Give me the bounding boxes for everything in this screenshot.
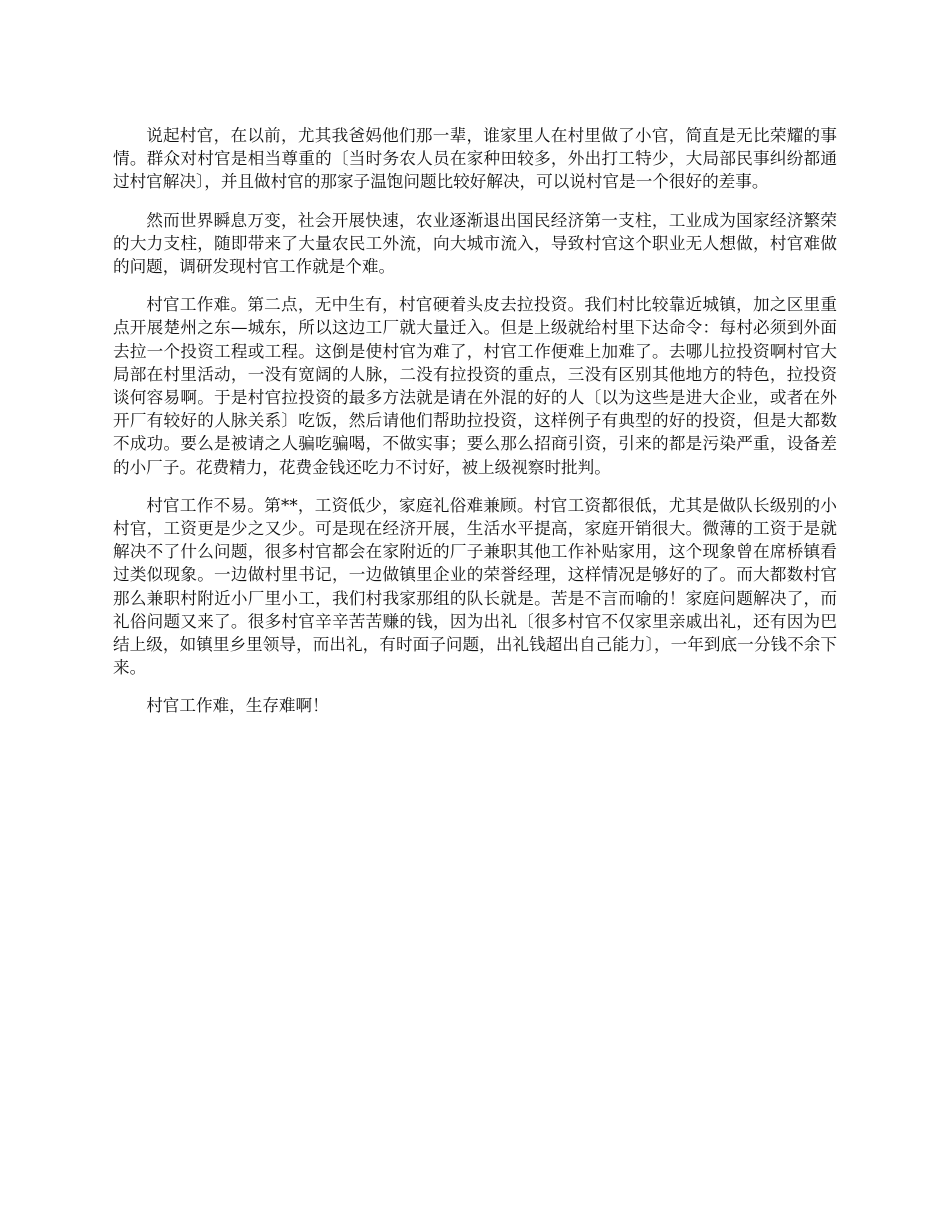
- paragraph-salary: 村官工作不易。第**，工资低少，家庭礼俗难兼顾。村官工资都很低，尤其是做队长级别的小村官，工资更是少之又少。可是现在经济开展，生活水平提高，家庭开销很大。微薄的工资于是就解决不了什么问题，很多村官都会在家附近的厂子兼职其他工作补贴家用，这个现象曾在席桥镇看过类似现象。一边做村里书记，一边做镇里企业的荣誉经理，这样情况是够好的了。而大都数村官那么兼职村附近小厂里小工，我们村我家那组的队长就是。苦是不言而喻的！家庭问题解决了，而礼俗问题又来了。很多村官辛辛苦苦赚的钱，因为出礼〔很多村官不仅家里亲戚出礼，还有因为巴结上级，如镇里乡里领导，而出礼，有时面子问题，出礼钱超出自己能力〕，一年到底一分钱不余下来。: [113, 495, 837, 678]
- paragraph-intro: 说起村官，在以前，尤其我爸妈他们那一辈，谁家里人在村里做了小官，简直是无比荣耀的事情。群众对村官是相当尊重的〔当时务农人员在家种田较多，外出打工特少，大局部民事纠纷都通过村官解决〕，并且做村官的那家子温饱问题比较好解决，可以说村官是一个很好的差事。: [113, 126, 837, 192]
- paragraph-background: 然而世界瞬息万变，社会开展快速，农业逐渐退出国民经济第一支柱，工业成为国家经济繁荣的大力支柱，随即带来了大量农民工外流，向大城市流入，导致村官这个职业无人想做，村官难做的问题，调研发现村官工作就是个难。: [113, 210, 837, 277]
- document-body: [113, 124, 837, 733]
- paragraph-investment: 村官工作难。第二点，无中生有，村官硬着头皮去拉投资。我们村比较靠近城镇，加之区里重点开展楚州之东—城东，所以这边工厂就大量迁入。但是上级就给村里下达命令：每村必须到外面去拉一个投资工程或工程。这倒是使村官为难了，村官工作便难上加难了。去哪儿拉投资啊村官大局部在村里活动，一没有宽阔的人脉，二没有拉投资的重点，三没有区别其他地方的特色，拉投资谈何容易啊。于是村官拉投资的最多方法就是请在外混的好的人〔以为这些是进大企业，或者在外开厂有较好的人脉关系〕吃饭，然后请他们帮助拉投资，这样例子有典型的好的投资，但是大都数不成功。要么是被请之人骗吃骗喝，不做实事；要么那么招商引资，引来的都是污染严重，设备差的小厂子。花费精力，花费金钱还吃力不讨好，被上级视察时批判。: [113, 295, 837, 477]
- paragraph-conclusion: 村官工作难，生存难啊！: [146, 696, 329, 716]
